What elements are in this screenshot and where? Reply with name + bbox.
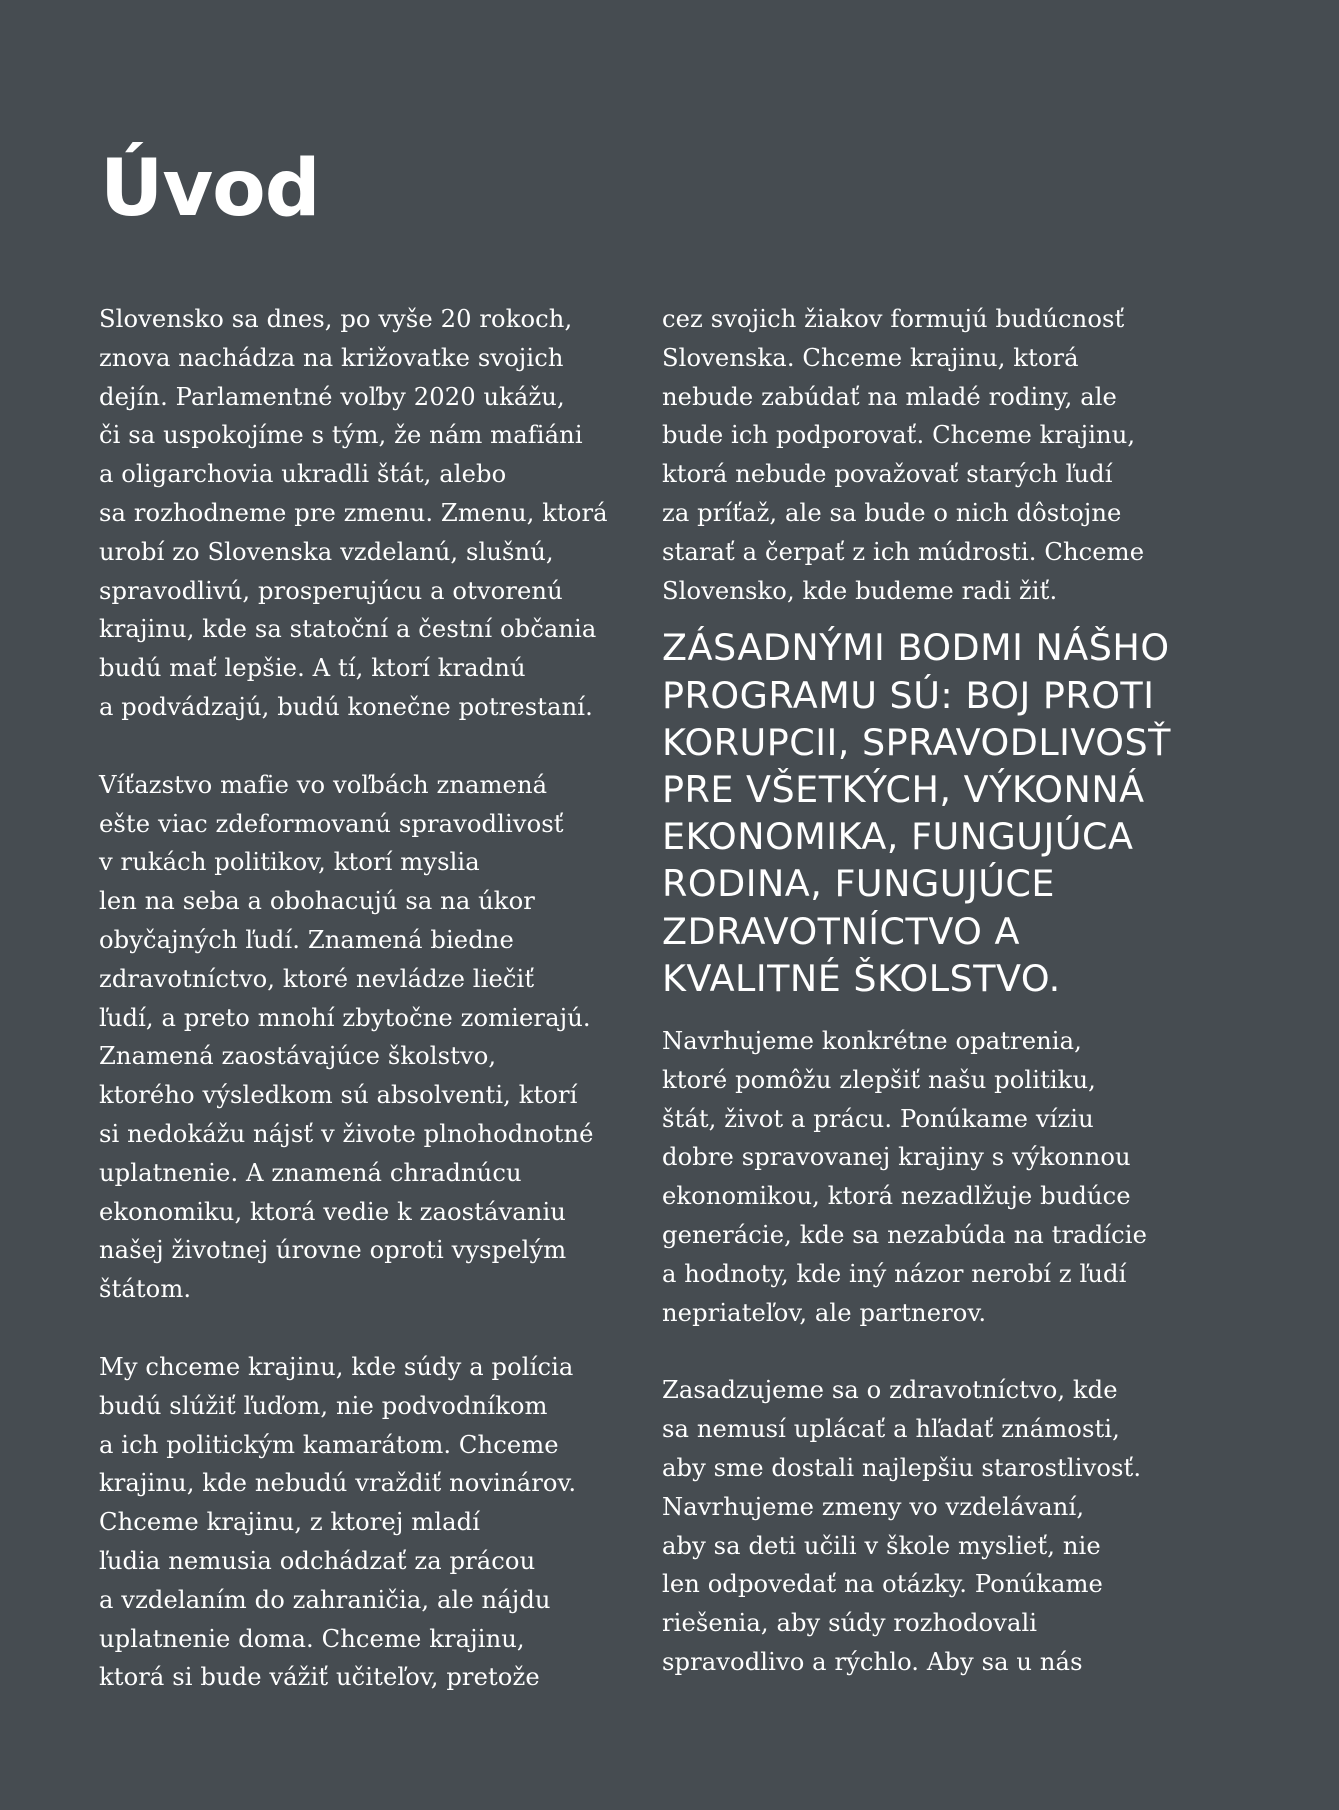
text-line: len odpovedať na otázky. Ponúkame	[662, 1570, 1103, 1599]
highlight-line: PRE VŠETKÝCH, VÝKONNÁ	[662, 767, 1145, 811]
text-line: Navrhujeme zmeny vo vzdelávaní,	[662, 1492, 1085, 1521]
text-line: ekonomiku, ktorá vedie k zaostávaniu	[99, 1197, 566, 1226]
highlight-line: EKONOMIKA, FUNGUJÚCA	[662, 815, 1134, 859]
highlight-line: KVALITNÉ ŠKOLSTVO.	[662, 956, 1061, 1000]
text-line: zdravotníctvo, ktoré nevládze liečiť	[99, 964, 535, 993]
text-line: dejín. Parlamentné voľby 2020 ukážu,	[99, 382, 565, 411]
text-line: a podvádzajú, budú konečne potrestaní.	[99, 692, 593, 721]
text-line: a ich politickým kamarátom. Chceme	[99, 1430, 559, 1459]
text-line: sa rozhodneme pre zmenu. Zmenu, ktorá	[99, 498, 608, 527]
text-line: ešte viac zdeformovanú spravodlivosť	[99, 809, 564, 838]
text-line: My chceme krajinu, kde súdy a polícia	[99, 1352, 574, 1381]
page-title: Úvod	[100, 144, 320, 234]
paragraph-intro	[99, 300, 659, 727]
program-highlight-quote	[662, 624, 1222, 1002]
text-line: štát, život a prácu. Ponúkame víziu	[662, 1104, 1094, 1133]
highlight-line: KORUPCII, SPRAVODLIVOSŤ	[662, 720, 1171, 764]
text-line: ktoré pomôžu zlepšiť našu politiku,	[662, 1065, 1096, 1094]
text-line: ktorá nebude považovať starých ľudí	[662, 460, 1113, 489]
text-line: generácie, kde sa nezabúda na tradície	[662, 1220, 1148, 1249]
text-line: aby sme dostali najlepšiu starostlivosť.	[662, 1453, 1142, 1482]
text-line: sa nemusí uplácať a hľadať známosti,	[662, 1415, 1120, 1444]
text-line: spravodlivú, prosperujúcu a otvorenú	[99, 576, 563, 605]
highlight-line: PROGRAMU SÚ: BOJ PROTI	[662, 673, 1155, 717]
text-line: Chceme krajinu, z ktorej mladí	[99, 1508, 481, 1537]
text-line: krajinu, kde nebudú vraždiť novinárov.	[99, 1469, 577, 1498]
left-column	[99, 300, 659, 1736]
text-line: Víťazstvo mafie vo voľbách znamená	[99, 770, 548, 799]
text-line: Navrhujeme konkrétne opatrenia,	[662, 1027, 1082, 1055]
text-line: ľudia nemusia odchádzať za prácou	[99, 1546, 536, 1575]
text-line: urobí zo Slovenska vzdelanú, slušnú,	[99, 537, 554, 566]
paragraph-mafia	[99, 766, 659, 1309]
paragraph-proposals	[662, 1022, 1222, 1332]
text-line: Slovensko sa dnes, po vyše 20 rokoch,	[99, 305, 573, 333]
right-column	[662, 300, 1222, 1721]
text-line: obyčajných ľudí. Znamená biedne	[99, 925, 514, 954]
text-line: cez svojich žiakov formujú budúcnosť	[662, 305, 1125, 333]
text-line: našej životnej úrovne oproti vyspelým	[99, 1236, 567, 1265]
text-line: starať a čerpať z ich múdrosti. Chceme	[662, 537, 1145, 566]
highlight-line: RODINA, FUNGUJÚCE	[662, 862, 1055, 906]
text-line: Slovenska. Chceme krajinu, ktorá	[662, 343, 1079, 372]
text-line: ľudí, a preto mnohí zbytočne zomierajú.	[99, 1003, 591, 1032]
highlight-line: ZDRAVOTNÍCTVO A	[662, 909, 1020, 953]
text-line: ktorého výsledkom sú absolventi, ktorí	[99, 1081, 578, 1110]
text-line: štátom.	[99, 1275, 192, 1304]
paragraph-healthcare	[662, 1371, 1222, 1681]
text-line: len na seba a obohacujú sa na úkor	[99, 887, 535, 916]
text-line: a vzdelaním do zahraničia, ale nájdu	[99, 1585, 551, 1614]
text-line: uplatnenie doma. Chceme krajinu,	[99, 1624, 525, 1653]
text-line: ekonomikou, ktorá nezadlžuje budúce	[662, 1182, 1131, 1211]
highlight-line: ZÁSADNÝMI BODMI NÁŠHO	[662, 626, 1170, 670]
text-line: si nedokážu nájsť v živote plnohodnotné	[99, 1119, 594, 1148]
text-line: Slovensko, kde budeme radi žiť.	[662, 576, 1058, 605]
text-line: budú mať lepšie. A tí, ktorí kradnú	[99, 654, 526, 683]
text-line: nebude zabúdať na mladé rodiny, ale	[662, 382, 1117, 411]
text-line: uplatnenie. A znamená chradnúcu	[99, 1158, 522, 1187]
paragraph-we-want	[99, 1348, 659, 1697]
text-line: Zasadzujeme sa o zdravotníctvo, kde	[662, 1376, 1118, 1405]
text-line: spravodlivo a rýchlo. Aby sa u nás	[662, 1647, 1083, 1676]
text-line: v rukách politikov, ktorí myslia	[99, 848, 480, 877]
text-line: budú slúžiť ľuďom, nie podvodníkom	[99, 1391, 548, 1420]
text-line: aby sa deti učili v škole myslieť, nie	[662, 1531, 1101, 1560]
text-line: krajinu, kde sa statoční a čestní občania	[99, 615, 597, 644]
text-line: za príťaž, ale sa bude o nich dôstojne	[662, 498, 1122, 527]
text-line: nepriateľov, ale partnerov.	[662, 1298, 987, 1327]
text-line: a hodnoty, kde iný názor nerobí z ľudí	[662, 1259, 1127, 1288]
text-line: ktorá si bude vážiť učiteľov, pretože	[99, 1663, 540, 1692]
text-line: či sa uspokojíme s tým, že nám mafiáni	[99, 421, 583, 450]
text-line: dobre spravovanej krajiny s výkonnou	[662, 1143, 1131, 1172]
text-line: bude ich podporovať. Chceme krajinu,	[662, 421, 1136, 450]
text-line: riešenia, aby súdy rozhodovali	[662, 1609, 1038, 1638]
text-line: Znamená zaostávajúce školstvo,	[99, 1042, 497, 1071]
text-line: a oligarchovia ukradli štát, alebo	[99, 460, 507, 489]
text-line: znova nachádza na križovatke svojich	[99, 343, 564, 372]
paragraph-continued	[662, 300, 1222, 610]
